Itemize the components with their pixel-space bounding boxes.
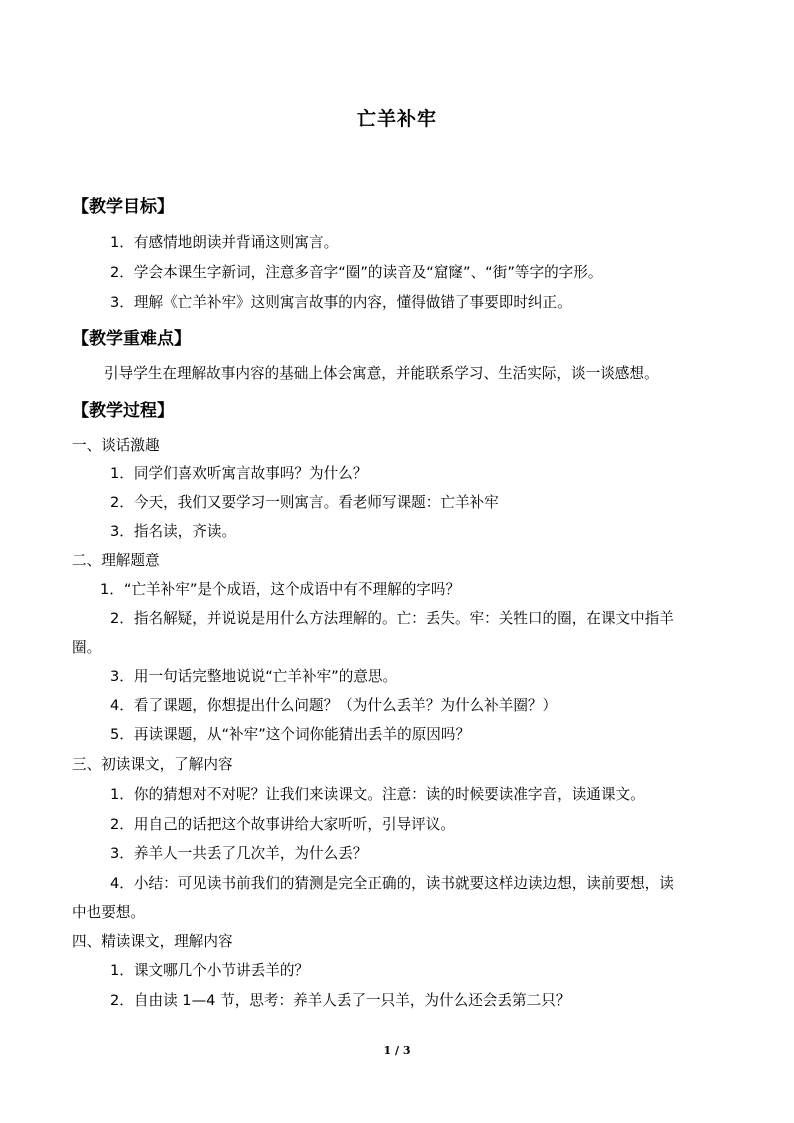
part-line: 4．小结：可见读书前我们的猜测是完全正确的，读书就要这样边读边想，读前要想，读	[110, 875, 674, 892]
objective-item: 3．理解《亡羊补牢》这则寓言故事的内容，懂得做错了事要即时纠正。	[110, 294, 572, 311]
document-title: 亡羊补牢	[356, 108, 437, 130]
key-points-paragraph: 引导学生在理解故事内容的基础上体会寓意，并能联系学习、生活实际，谈一谈感想。	[104, 365, 659, 382]
objective-item: 1．有感情地朗读并背诵这则寓言。	[110, 234, 339, 251]
part-line: 2．自由读 1—4 节，思考：养羊人丢了一只羊，为什么还会丢第二只？	[110, 992, 571, 1009]
part-line: 1．“亡羊补牢”是个成语，这个成语中有不理解的字吗？	[100, 581, 461, 598]
section-heading-process: 【教学过程】	[72, 401, 174, 421]
part-title: 一、谈话激趣	[72, 437, 160, 454]
part-line: 3．用一句话完整地说说“亡羊补牢”的意思。	[110, 668, 398, 685]
part-line: 1．你的猜想对不对呢？让我们来读课文。注意：读的时候要读准字音，读通课文。	[110, 786, 645, 803]
page-number: 1 / 3	[383, 1044, 411, 1057]
part-line: 4．看了课题，你想提出什么问题？（为什么丢羊？为什么补羊圈？）	[110, 697, 558, 714]
part-line: 圈。	[72, 639, 102, 656]
part-line: 1．同学们喜欢听寓言故事吗？为什么？	[110, 465, 368, 482]
part-line: 1．课文哪几个小节讲丢羊的？	[110, 962, 310, 979]
part-title: 二、理解题意	[72, 552, 160, 569]
section-heading-key-points: 【教学重难点】	[72, 329, 191, 349]
part-line: 中也要想。	[72, 904, 145, 921]
part-title: 四、精读课文，理解内容	[72, 933, 233, 950]
part-line: 3．指名读，齐读。	[110, 523, 237, 540]
part-line: 3．养羊人一共丢了几次羊，为什么丢？	[110, 845, 368, 862]
objective-item: 2．学会本课生字新词，注意多音字“圈”的读音及“窟窿”、“街”等字的字形。	[110, 264, 603, 281]
part-title: 三、初读课文，了解内容	[72, 756, 233, 773]
section-heading-objectives: 【教学目标】	[72, 197, 174, 217]
part-line: 2．今天，我们又要学习一则寓言。看老师写课题：亡羊补牢	[110, 494, 499, 511]
part-line: 5．再读课题，从“补牢”这个词你能猜出丢羊的原因吗？	[110, 726, 471, 743]
part-line: 2．用自己的话把这个故事讲给大家听听，引导评议。	[110, 816, 455, 833]
part-line: 2．指名解疑，并说说是用什么方法理解的。亡：丢失。牢：关牲口的圈，在课文中指羊	[110, 610, 674, 627]
